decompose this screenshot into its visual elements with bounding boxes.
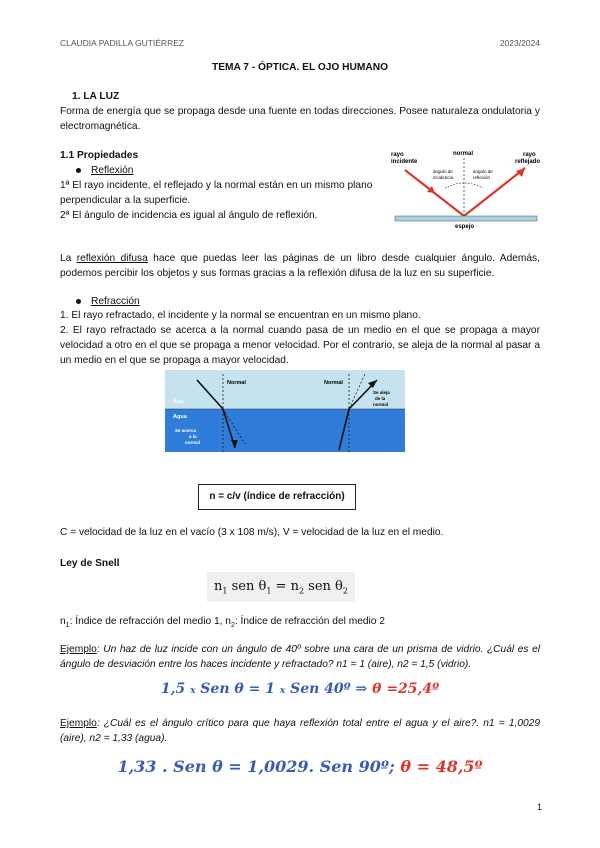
label-normal-right: Normal xyxy=(324,380,343,386)
bullet-refraccion-label: Refracción xyxy=(91,296,140,307)
eq1-part-a: 1,5 xyxy=(160,681,191,697)
eq1-part-b: Sen θ = 1 xyxy=(195,681,280,697)
page-number: 1 xyxy=(536,802,542,812)
def-sub1: 1 xyxy=(65,622,70,630)
section-heading-propiedades: 1.1 Propiedades xyxy=(60,150,139,161)
header-year: 2023/2024 xyxy=(499,38,540,48)
label-angle-ref-1: ángulo de xyxy=(473,169,493,174)
diffuse-reflection-text xyxy=(60,251,540,281)
bullet-reflexion-label: Reflexión xyxy=(91,165,134,176)
label-angle-ref-2: reflexión xyxy=(473,175,491,180)
diffuse-pre: La xyxy=(60,253,77,264)
bullet-reflexion xyxy=(76,163,133,178)
snell-sen2: sen θ xyxy=(304,579,343,594)
section-luz-text: Forma de energía que se propaga desde una fuente en todas direcciones. Posee naturaleza ondulatoria y electromagnética. xyxy=(60,106,540,132)
example1-label: Ejemplo xyxy=(60,644,97,655)
refraction-diagram xyxy=(165,370,405,452)
snell-sub1b: 1 xyxy=(266,586,272,596)
eq1-result: θ =25,4º xyxy=(372,681,440,697)
reflection-rule-2: 2ª El ángulo de incidencia es igual al ángulo de reflexión. xyxy=(60,210,318,221)
eq1-times-2: x xyxy=(279,686,286,696)
page-title: TEMA 7 - ÓPTICA. EL OJO HUMANO xyxy=(211,62,389,73)
snell-formula xyxy=(207,572,355,602)
label-normal: normal xyxy=(453,151,474,157)
reflection-diagram xyxy=(385,148,545,230)
label-normal-left: Normal xyxy=(227,380,246,386)
snell-heading: Ley de Snell xyxy=(60,558,120,569)
example1-body: : Un haz de luz incide con un ángulo de 40º sobre una cara de un prisma de vidrio. ¿Cuál es el ángulo de desviación entre los haces incidente y refractado? n1 = 1 (aire), n2 = 1,5 (vidrio). xyxy=(60,644,540,670)
bullet-dot xyxy=(76,168,81,173)
air-region xyxy=(165,370,405,409)
water-region xyxy=(165,409,405,452)
section-heading-luz: 1. LA LUZ xyxy=(72,91,120,102)
label-reflected-1: rayo xyxy=(523,152,536,158)
label-approaches-3: normal xyxy=(185,440,201,445)
reflected-arrowhead xyxy=(516,168,525,177)
example2-equation xyxy=(0,757,600,776)
example1-text xyxy=(60,642,540,672)
snell-eq: = n xyxy=(271,579,299,594)
bullet-dot xyxy=(76,299,81,304)
def-n: n xyxy=(60,616,66,627)
label-water: Agua xyxy=(173,414,187,420)
header-author: CLAUDIA PADILLA GUTIÉRREZ xyxy=(60,38,185,48)
def-text2: : Índice de refracción del medio 2 xyxy=(234,616,385,627)
label-approaches-1: Se acerca xyxy=(175,428,197,433)
bullet-refraccion xyxy=(76,294,140,309)
label-angle-inc-2: incidencia xyxy=(433,175,454,180)
eq2-result: θ = 48,5º xyxy=(400,757,483,776)
label-mirror: espejo xyxy=(455,224,475,230)
refraction-rule-1: 1. El rayo refractado, el incidente y la normal se encuentran en un mismo plano. xyxy=(60,310,421,321)
eq1-part-c: Sen 40º ⇒ xyxy=(285,681,373,697)
formula-box: n = c/v (índice de refracción) xyxy=(198,484,356,510)
label-moves-away-3: normal xyxy=(373,402,389,407)
label-air: Aire xyxy=(173,399,184,405)
velocity-definition: C = velocidad de la luz en el vacío (3 x 108 m/s), V = velocidad de la luz en el medio. xyxy=(60,527,444,538)
snell-sub2: 2 xyxy=(298,586,305,596)
def-text1: : Índice de refracción del medio 1, n xyxy=(69,616,231,627)
example2-body: : ¿Cuál es el ángulo crítico para que haya reflexión total entre el agua y el aire?. n1 = 1,0029 (aire), n2 = 1,33 (agua). xyxy=(60,718,540,744)
label-incident-1: rayo xyxy=(391,152,404,158)
label-moves-away-2: de la xyxy=(375,396,386,401)
mirror-surface xyxy=(395,216,537,221)
label-incident-2: incidente xyxy=(391,159,418,165)
label-reflected-2: reflejado xyxy=(515,159,541,165)
eq1-times-1: x xyxy=(190,686,196,696)
reflection-rule-1: 1ª El rayo incidente, el reflejado y la normal están en un mismo plano perpendicular a la superficie. xyxy=(60,180,373,206)
refraction-rule-2: 2. El rayo refractado se acerca a la normal cuando pasa de un medio en el que se propaga a mayor velocidad a otro en el que se propaga a menor velocidad. Por el contrario, se aleja de la normal al pasar a un medio en el que se propaga a mayor velocidad. xyxy=(60,325,540,366)
label-approaches-2: a la xyxy=(189,434,197,439)
snell-sub1: 1 xyxy=(222,586,228,596)
label-angle-inc-1: ángulo de xyxy=(433,169,453,174)
snell-sub2b: 2 xyxy=(342,586,348,596)
snell-n1: n xyxy=(214,579,223,594)
snell-definitions xyxy=(60,614,385,633)
diffuse-term: reflexión difusa xyxy=(76,253,148,264)
example1-equation xyxy=(0,681,600,697)
example2-label: Ejemplo xyxy=(60,718,97,729)
example2-text xyxy=(60,716,540,746)
eq2-main: 1,33 . Sen θ = 1,0029. Sen 90º; xyxy=(117,757,401,776)
label-moves-away-1: Se aleja xyxy=(373,390,390,395)
snell-sen1: sen θ xyxy=(227,579,267,594)
def-sub2: 2 xyxy=(230,622,235,630)
diffuse-post: hace que puedas leer las páginas de un libro desde cualquier ángulo. Además, podemos percibir los objetos y sus formas gracias a la reflexión difusa de la luz en su superficie. xyxy=(60,253,540,279)
